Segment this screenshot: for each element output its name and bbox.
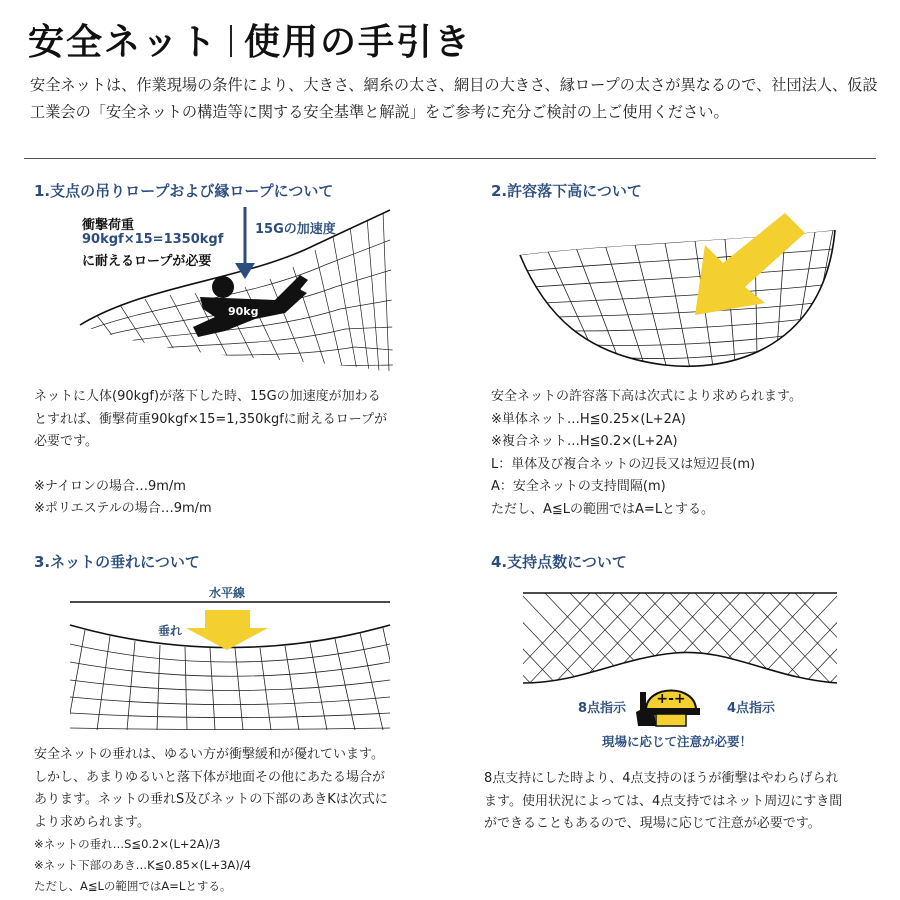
sec3-horizon-label: 水平線	[209, 586, 246, 600]
title-divider	[230, 25, 232, 57]
page-title	[28, 14, 472, 65]
sec4-4point-label: 4点指示	[727, 701, 776, 716]
sec2-body-line: ※単体ネット…H≦0.25×(L+2A)	[491, 411, 686, 427]
sec2-body-line: L：単体及び複合ネットの辺長又は短辺長(m)	[491, 456, 756, 472]
sec2-body-line: ※複合ネット…H≦0.2×(L+2A)	[491, 434, 678, 449]
sec3-net-illustration	[65, 580, 395, 735]
sec3-formula: ※ネット下部のあき…K≦0.85×(L+3A)/4	[34, 858, 251, 872]
sec3-body-line: より求められます。	[34, 814, 150, 830]
sec2-body-line: 安全ネットの許容落下高は次式により求められます。	[491, 389, 802, 404]
pointing-hand-icon	[632, 690, 662, 730]
title-left: 安全ネット	[28, 22, 219, 63]
sec4-body	[484, 768, 884, 836]
sec3-formula: ただし、A≦Lの範囲ではA=Lとする。	[34, 879, 232, 893]
sec1-rope-label: に耐えるロープが必要	[82, 254, 212, 269]
sec4-8point-label: 8点指示	[578, 701, 627, 716]
sec3-formula: ※ネットの垂れ…S≦0.2×(L+2A)/3	[34, 837, 221, 851]
sec1-formula-label: 90kgf×15=1350kgf	[82, 232, 224, 247]
sec2-body	[491, 386, 871, 521]
sec3-sag-label: 垂れ	[158, 624, 183, 638]
header-divider	[24, 158, 876, 159]
section1-heading: 1.支点の吊りロープおよび縁ロープについて	[34, 182, 334, 200]
sec1-impact-label: 衝撃荷重	[82, 218, 135, 233]
sec3-body-line: しかし、あまりゆるいと落下体が地面その他にあたる場合が	[34, 769, 386, 785]
sec1-weight-label: 90kg	[228, 305, 259, 318]
sec4-caution-label: 現場に応じて注意が必要！	[602, 734, 753, 749]
sec3-body	[34, 744, 464, 897]
sec1-body-line: 必要です。	[34, 434, 98, 449]
intro-text: 安全ネットは、作業現場の条件により、大きさ、網糸の太さ、網目の大きさ、縁ロープの太さが異なるので、社団法人、仮設工業会の「安全ネットの構造等に関する安全基準と解説」をご参考に充分ご検討の上ご使用ください。	[30, 76, 878, 121]
sec1-note: ※ポリエステルの場合…9m/m	[34, 501, 212, 516]
section2-heading: 2.許容落下高について	[491, 182, 642, 200]
sec4-body-line: 8点支持にした時より、4点支持のほうが衝撃はやわらげられ	[484, 771, 839, 786]
sec1-body-line: ネットに人体(90kgf)が落下した時、15Gの加速度が加わる	[34, 389, 381, 404]
sec4-body-line: ます。使用状況によっては、4点支持ではネット周辺にすき間	[484, 793, 843, 809]
svg-text:+-+: +-+	[656, 691, 686, 707]
section3-heading: 3.ネットの垂れについて	[34, 553, 200, 571]
sec1-body-line: とすれば、衝撃荷重90kgf×15=1,350kgfに耐えるロープが	[34, 411, 388, 427]
sec1-note: ※ナイロンの場合…9m/m	[34, 478, 186, 494]
title-right: 使用の手引き	[244, 22, 473, 63]
sec1-body	[34, 386, 454, 521]
sec1-accel-label: 15Gの加速度	[255, 222, 336, 237]
sec3-body-line: あります。ネットの垂れS及びネットの下部のあきKは次式に	[34, 792, 388, 807]
sec2-net-illustration	[515, 205, 840, 375]
sec4-body-line: ができることもあるので、現場に応じて注意が必要です。	[484, 816, 821, 831]
sec3-body-line: 安全ネットの垂れは、ゆるい方が衝撃緩和が優れています。	[34, 747, 384, 762]
sec2-body-line: A：安全ネットの支持間隔(m)	[491, 479, 666, 494]
section4-heading: 4.支持点数について	[491, 553, 627, 571]
sec2-body-line: ただし、A≦Lの範囲ではA=Lとする。	[491, 501, 715, 517]
